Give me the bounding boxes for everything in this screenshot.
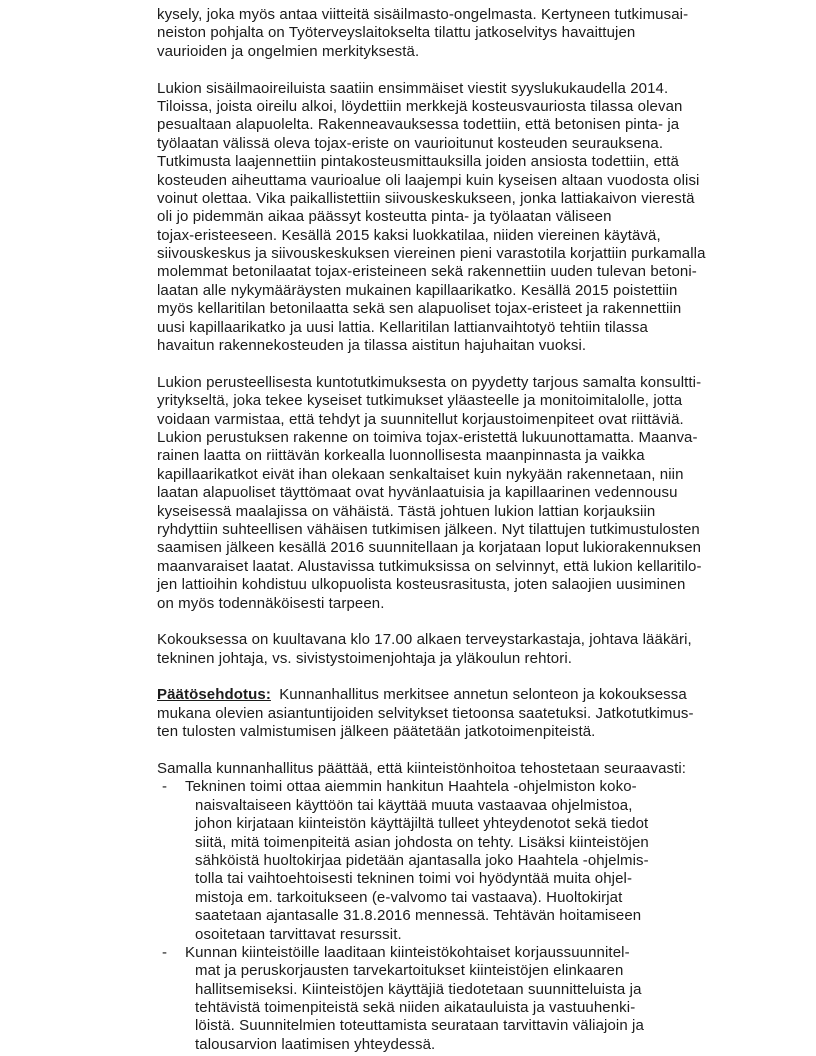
- text-line: rainen laatta on riittävän korkealla luonnollisesta maanpinnasta ja vaikka: [157, 447, 645, 465]
- text-line: kosteuden aiheuttama vaurioalue oli laajempi kuin kyseisen altaan vuodosta olisi: [157, 171, 700, 189]
- bullet-item: [157, 778, 777, 944]
- text-line: laatan alle nykymääräysten mukainen kapillaarikatko. Kesällä 2015 poistettiin: [157, 281, 678, 299]
- text-line: kysely, joka myös antaa viitteitä sisäilmasto-ongelmasta. Kertyneen tutkimusai-: [157, 6, 689, 23]
- text-line: kyseisessä maalajissa on vähäistä. Tästä johtuen lukion lattian korjauksiin: [157, 502, 656, 520]
- paragraph: [157, 6, 777, 61]
- text-line: vaurioiden ja ongelmien merkityksestä.: [157, 42, 420, 60]
- text-line: ten tulosten valmistumisen jälkeen päätetään jatkotoimenpiteistä.: [157, 723, 596, 741]
- text-line: löistä. Suunnitelmien toteuttamista seurataan tarvittavin väliajoin ja: [195, 1017, 644, 1035]
- text-line: Päätösehdotus: Kunnanhallitus merkitsee annetun selonteon ja kokouksessa: [157, 686, 687, 704]
- text-line: neiston pohjalta on Työterveyslaitokselta tilattu jatkoselvitys havaittujen: [157, 24, 636, 42]
- paragraph: [157, 631, 777, 668]
- text-line: työlaatan välissä oleva tojax-eriste on vaurioitunut kosteuden seurauksena.: [157, 134, 664, 152]
- text-line: havaitun rakennekosteuden ja tilassa aistitun hajuhaitan vuoksi.: [157, 337, 587, 355]
- text-line: naisvaltaiseen käyttöön tai käyttää muuta vastaavaa ohjelmistoa,: [195, 796, 633, 814]
- text-line: johon kirjataan kiinteistön käyttäjiltä tulleet yhteydenotot sekä tiedot: [195, 815, 649, 833]
- text-line: ryhdyttiin suhteellisen vähäisen tutkimisen jälkeen. Nyt tilattujen tutkimustulosten: [157, 520, 700, 538]
- text-line: kapillaarikatkot eivät ihan olekaan senkaltaiset kuin nykyään rakennetaan, niin: [157, 465, 684, 483]
- text-line: tojax-eristeeseen. Kesällä 2015 kaksi luokkatilaa, niiden viereinen käytävä,: [157, 226, 661, 244]
- bullet-item: [157, 944, 777, 1054]
- text-line: osoitetaan tarvittavat resurssit.: [195, 925, 402, 943]
- text-line: mistoja em. tarkoitukseen (e-valvomo tai vastaava). Huoltokirjat: [195, 888, 623, 906]
- text-line: voinut olettaa. Vika paikallistettiin siivouskeskukseen, jonka lattiakaivon vierestä: [157, 189, 695, 207]
- text-line: voidaan varmistaa, että tehdyt ja suunnitellut korjaustoimenpiteet ovat riittäviä.: [157, 410, 684, 428]
- text-line: Lukion sisäilmaoireiluista saatiin ensimmäiset viestit syyslukukaudella 2014.: [157, 79, 669, 97]
- decision-proposal-label: Päätösehdotus:: [157, 686, 271, 704]
- text-line: Samalla kunnanhallitus päättää, että kiinteistönhoitoa tehostetaan seuraavasti:: [157, 760, 687, 778]
- bullet-dash-marker: -: [162, 778, 168, 796]
- text-line: pesualtaan alapuolelta. Rakenneavauksessa todettiin, että betonisen pinta- ja: [157, 116, 680, 134]
- paragraph: [157, 686, 777, 741]
- paragraph: [157, 80, 777, 356]
- text-line: sähköistä huoltokirjaa pidetään ajantasalla joko Haahtela -ohjelmis-: [195, 851, 649, 869]
- text-line: molemmat betonilaatat tojax-eristeineen sekä rakennettiin uuden tulevan betoni-: [157, 263, 697, 281]
- text-line: saatetaan ajantasalle 31.8.2016 mennessä. Tehtävän hoitamiseen: [195, 907, 642, 925]
- paragraph: [157, 374, 777, 613]
- text-line: oli jo pidemmän aikaa päässyt kosteutta pinta- ja työlaatan väliseen: [157, 208, 612, 226]
- text-line: Lukion perusteellisesta kuntotutkimuksesta on pyydetty tarjous samalta konsultti-: [157, 373, 702, 391]
- paragraph: [157, 760, 777, 778]
- text-line: myös kellaritilan betonilaatta sekä sen alapuoliset tojax-eristeet ja rakennettiin: [157, 300, 682, 318]
- text-line: maanvaraiset laatat. Alustavissa tutkimuksissa on selvinnyt, että lukion kellaritilo-: [157, 557, 702, 575]
- document-body: [157, 6, 777, 1054]
- text-line: mukana olevien asiantuntijoiden selvitykset tietoonsa saatetuksi. Jatkotutkimus-: [157, 704, 694, 722]
- text-line: uusi kapillaarikatko ja uusi lattia. Kellaritilan lattianvaihtotyö tehtiin tilassa: [157, 318, 648, 336]
- text-line: siitä, mitä toimenpiteitä asian johdosta on tehty. Lisäksi kiinteistöjen: [195, 833, 649, 851]
- text-line: on myös todennäköisesti tarpeen.: [157, 594, 385, 612]
- text-line: tekninen johtaja, vs. sivistystoimenjohtaja ja yläkoulun rehtori.: [157, 649, 573, 667]
- text-line: Kokouksessa on kuultavana klo 17.00 alkaen terveystarkastaja, johtava lääkäri,: [157, 631, 692, 649]
- text-line: mat ja peruskorjausten tarvekartoitukset kiinteistöjen elinkaaren: [195, 962, 624, 980]
- text-line: hallitsemiseksi. Kiinteistöjen käyttäjiä tiedotetaan suunnitteluista ja: [195, 980, 642, 998]
- text-line: yritykseltä, joka tekee kyseiset tutkimukset yläasteelle ja monitoimitalolle, jotta: [157, 392, 683, 410]
- text-line: talousarvion laatimisen yhteydessä.: [195, 1035, 436, 1053]
- text-line: Kunnan kiinteistöille laaditaan kiinteistökohtaiset korjaussuunnitel-: [185, 943, 630, 961]
- text-line: Tiloissa, joista oireilu alkoi, löydettiin merkkejä kosteusvauriosta tilassa olevan: [157, 97, 683, 115]
- text-line: laatan alapuoliset täyttömaat ovat hyvänlaatuisia ja kapillaarinen vedennousu: [157, 484, 678, 502]
- text-line: tehtävistä toimenpiteistä sekä niiden aikatauluista ja vastuuhenki-: [195, 999, 636, 1017]
- text-line: Tutkimusta laajennettiin pintakosteusmittauksilla joiden ansiosta todettiin, että: [157, 153, 679, 171]
- text-line: Tekninen toimi ottaa aiemmin hankitun Haahtela -ohjelmiston koko-: [185, 778, 637, 796]
- text-line: tolla tai vaihtoehtoisesti tekninen toimi voi hyödyntää muita ohjel-: [195, 870, 633, 888]
- text-line: siivouskeskus ja siivouskeskuksen viereinen pieni varastotila korjattiin purkamalla: [157, 245, 706, 263]
- text-line: saamisen jälkeen kesällä 2016 suunnitellaan ja korjataan loput lukiorakennuksen: [157, 539, 702, 557]
- text-line: jen lattioihin kohdistuu ulkopuolista kosteusrasitusta, joten salaojien uusiminen: [157, 576, 686, 594]
- text-line: Lukion perustuksen rakenne on toimiva tojax-eristettä lukuunottamatta. Maanva-: [157, 428, 698, 446]
- bullet-dash-marker: -: [162, 943, 168, 961]
